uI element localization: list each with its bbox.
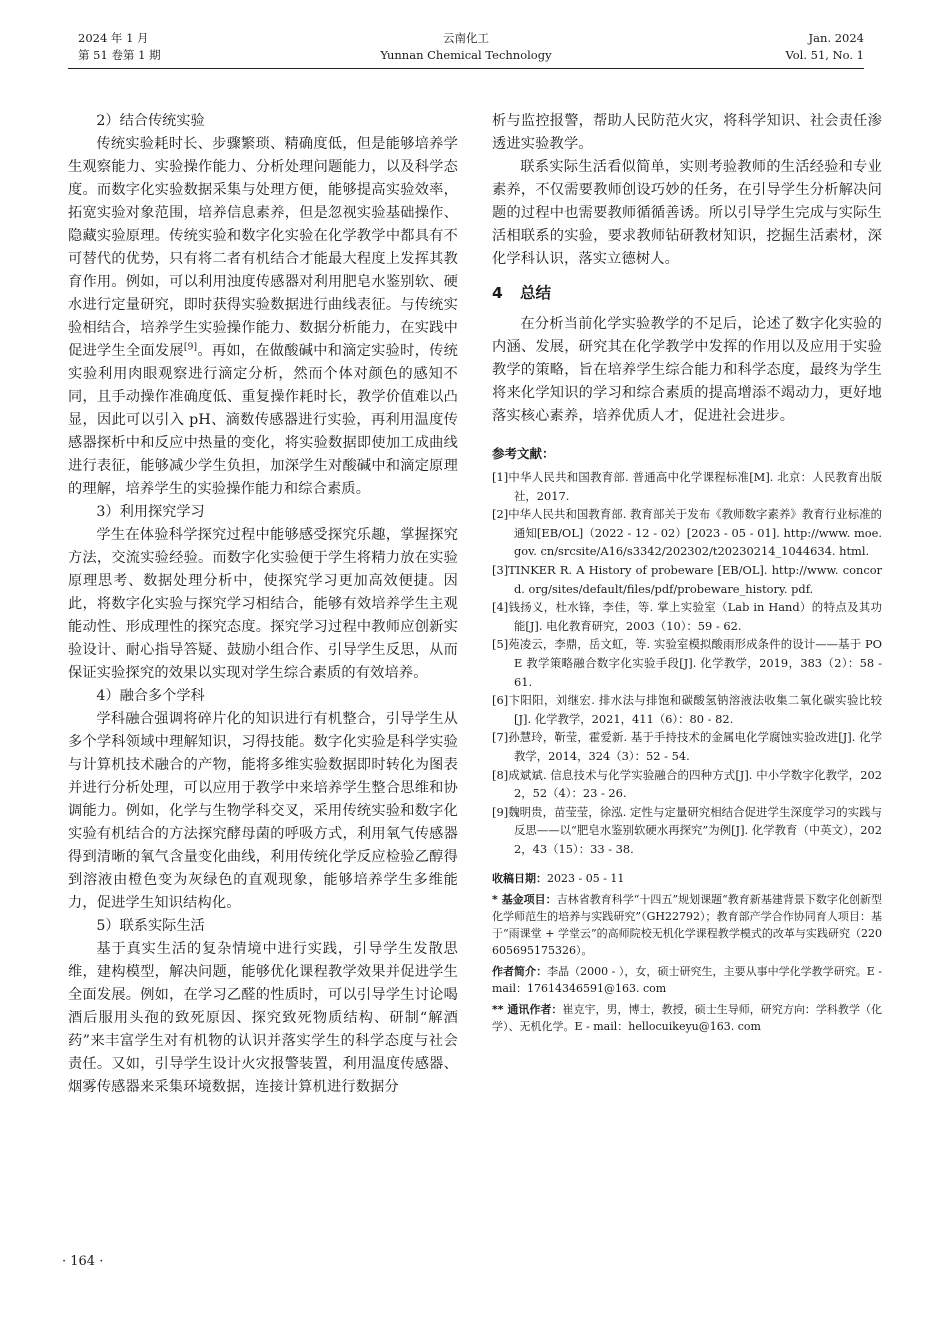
paragraph: 联系实际生活看似简单，实则考验教师的生活经验和专业素养，不仅需要教师创设巧妙的任务，在引导学生分析解决问题的过程中也需要教师循循善诱。所以引导学生完成与实际生活相联系的实验，要求教师钻研教材知识，挖掘生活素材，深化学科认识，落实立德树人。 [492,159,882,267]
fund-info: * 基金项目：吉林省教育科学“十四五”规划课题“教育新基建背景下数字化创新型化学师范生的培养与实践研究”（GH22792）；教育部产学合作协同育人项目：基于“雨课堂 + 学堂云”的高师院校无机化学课程教学模式的改革与实践研究（220605695175326）。 [492,893,882,958]
volume-info: Jan. 2024 Vol. 51, No. 1 [785,31,864,62]
reference-item: [3]TINKER R. A History of probeware [EB/OL]. http://www. concord. org/sites/default/files/pdf/probeware_history. pdf. [492,562,882,596]
reference-item: [2]中华人民共和国教育部. 教育部关于发布《教师数字素养》教育行业标准的通知[EB/OL]（2022 - 12 - 02）[2023 - 05 - 01]. http://www. moe. gov. cn/srcsite/A16/s3342/202302/t20230214_1044634. html. [492,507,882,559]
reference-item: [9]魏明贵，苗莹莹，徐泓. 定性与定量研究相结合促进学生深度学习的实践与反思——以“肥皂水鉴别软硬水再探究”为例[J]. 化学教育（中英文），2022，43（15）：33 - 38. [492,804,882,856]
section-heading: 4 总结 [492,284,552,302]
subsection-heading: 3）利用探究学习 [96,504,205,520]
paragraph: 传统实验耗时长、步骤繁琐、精确度低，但是能够培养学生观察能力、实验操作能力、分析处理问题能力，以及科学态度。而数字化实验数据采集与处理方便，能够提高实验效率，拓宽实验对象范围，培养信息素养，但是忽视实验基础操作、隐藏实验原理。传统实验和数字化实验在化学教学中都具有不可替代的优势，只有将二者有机结合才能最大程度上发挥其教育作用。例如，可以利用浊度传感器对利用肥皂水鉴别软、硬水进行定量研究，即时获得实验数据进行曲线表征。与传统实验相结合，培养学生实验操作能力、数据分析能力，在实践中促进学生全面发展[9]。再如，在做酸碱中和滴定实验时，传统实验利用肉眼观察进行滴定分析，然而个体对颜色的感知不同，且手动操作准确度低、重复操作耗时长，教学价值难以凸显，因此可以引入 pH、滴数传感器进行实验，再利用温度传感器探析中和反应中热量的变化，将实验数据即使加工成曲线进行表征，能够减少学生负担，加深学生对酸碱中和滴定原理的理解，培养学生的实验操作能力和综合素质。 [68,136,458,497]
paragraph: 学科融合强调将碎片化的知识进行有机整合，引导学生从多个学科领域中理解知识，习得技能。数字化实验是科学实验与计算机技术融合的产物，能将多维实验数据即时转化为图表并进行分析处理，可以应用于教学中来培养学生整合思维和协调能力。例如，化学与生物学科交叉，采用传统实验和数字化实验有机结合的方法探究酵母菌的呼吸方式，利用氧气传感器得到清晰的氧气含量变化曲线，利用传统化学反应检验乙醇得到溶液由橙色变为灰绿色的直观现象，能够培养学生多维能力，促进学生知识结构化。 [68,711,458,911]
header-rule [68,68,864,69]
reference-item: [6]卞阳阳，刘继宏. 排水法与排饱和碳酸氢钠溶液法收集二氧化碳实验比较[J]. 化学教学，2021，411（6）：80 - 82. [492,693,882,726]
references-title: 参考文献： [492,446,555,461]
subsection-heading: 2）结合传统实验 [96,113,205,129]
page-header [68,30,864,90]
received-date: 收稿日期：2023 - 05 - 11 [492,872,625,886]
paragraph: 在分析当前化学实验教学的不足后，论述了数字化实验的内涵、发展，研究其在化学教学中发挥的作用以及应用于实验教学的策略，旨在培养学生综合能力和科学态度，最终为学生将来化学知识的学习和综合素质的提高增添不竭动力，更好地落实核心素养，培养优质人才，促进社会进步。 [492,316,882,424]
reference-item: [8]成斌斌. 信息技术与化学实验融合的四种方式[J]. 中小学数字化教学，2022，52（4）：23 - 26. [492,767,882,801]
article-metadata [492,870,882,1035]
reference-item: [4]钱扬义，杜水锋，李佳，等. 掌上实验室（Lab in Hand）的特点及其功能[J]. 电化教育研究，2003（10）：59 - 62. [492,600,882,633]
reference-list [492,468,882,858]
right-column [492,110,882,1039]
citation: [9] [183,342,198,353]
subsection-heading: 5）联系实际生活 [96,918,205,934]
author-info: 作者简介：李晶（2000 - ），女，硕士研究生，主要从事中学化学教学研究。E - mail：17614346591@163. com [492,965,883,996]
corresponding-author: ** 通讯作者：崔克宇，男，博士，教授，硕士生导师，研究方向：学科教学（化学）、无机化学。E - mail：hellocuikeyu@163. com [492,1003,882,1034]
reference-item: [7]孙慧玲，靳莹，霍爱新. 基于手持技术的金属电化学腐蚀实验改进[J]. 化学教学，2014，324（3）：52 - 54. [492,730,882,763]
page-number: · 164 · [62,1254,104,1269]
reference-item: [5]苑凌云，李鼎，岳文虹，等. 实验室模拟酸雨形成条件的设计——基于 POE 教学策略融合数字化实验手段[J]. 化学教学，2019，383（2）：58 - 61. [492,637,882,689]
journal-title: 云南化工 Yunnan Chemical Technology [380,31,552,62]
subsection-heading: 4）融合多个学科 [96,688,205,704]
issue-date: 2024 年 1 月 第 51 卷第 1 期 [78,31,161,62]
paragraph: 学生在体验科学探究过程中能够感受探究乐趣，掌握探究方法，交流实验经验。而数字化实验便于学生将精力放在实验原理思考、数据处理分析中，使探究学习更加高效便捷。因此，将数字化实验与探究学习相结合，能够有效培养学生主观能动性、形成理性的探究态度。探究学习过程中教师应创新实验设计、耐心指导答疑、鼓励小组合作、引导学生反思，从而保证实验探究的效果以实现对学生综合素质的有效培养。 [68,527,458,681]
paragraph: 基于真实生活的复杂情境中进行实践，引导学生发散思维，建构模型，解决问题，能够优化课程教学效果并促进学生全面发展。例如，在学习乙醛的性质时，可以引导学生讨论喝酒后服用头孢的致死原因、探究致死物质结构、研制“解酒药”来丰富学生对有机物的认识并落实学生的科学态度与社会责任。又如，引导学生设计火灾报警装置，利用温度传感器、烟雾传感器来采集环境数据，连接计算机进行数据分 [68,941,458,1095]
reference-item: [1]中华人民共和国教育部. 普通高中化学课程标准[M]. 北京：人民教育出版社，2017. [492,470,882,503]
paragraph: 析与监控报警，帮助人民防范火灾，将科学知识、社会责任渗透进实验教学。 [492,113,882,152]
left-column [68,110,458,1099]
